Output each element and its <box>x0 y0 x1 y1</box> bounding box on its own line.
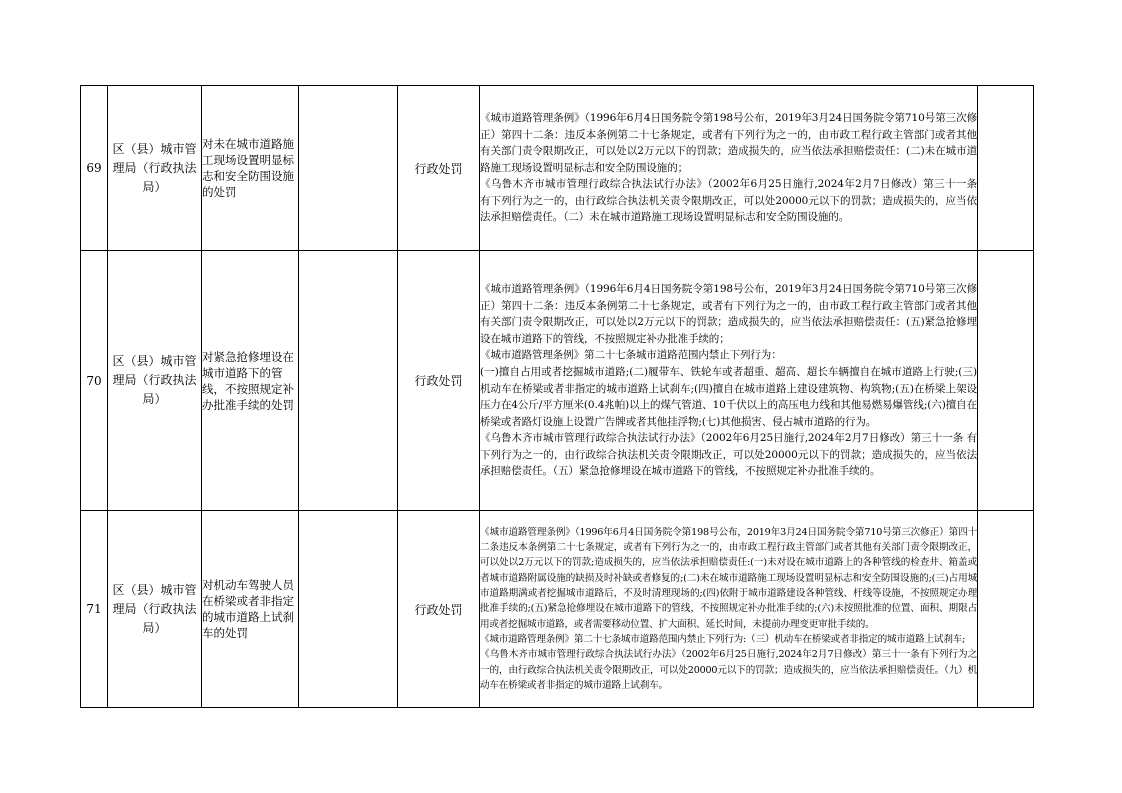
row-number: 71 <box>81 511 108 708</box>
legal-basis-paragraph: 《城市道路管理条例》第二十七条城市道路范围内禁止下列行为： <box>480 349 782 362</box>
legal-basis-paragraph: 《乌鲁木齐市城市管理行政综合执法试行办法》（2002年6月25日施行,2024年2月7日修改）第三十一条 有下列行为之一的，由行政综合执法机关责令限期改正，可以处20000元以下的罚款；造成损失的，应当依法承担赔偿责任。（五）紧急抢修埋设在城市道路下的管线，不按照规定补办批准手续的。 <box>480 432 977 478</box>
department-cell: 区（县）城市管理局（行政执法局） <box>108 251 202 511</box>
legal-basis-paragraph: 《城市道路管理条例》（1996年6月4日国务院令第198号公布，2019年3月24日国务院令第710号第三次修正）第四十二条：违反本条例第二十七条规定，或者有下列行为之一的，由市政工程行政主管部门或者其他有关部门责令限期改正，可以处以2万元以下的罚款；造成损失的，应当依法承担赔偿责任：(五)紧急抢修埋设在城市道路下的管线，不按照规定补办批准手续的； <box>480 282 977 345</box>
table-row <box>81 86 1034 251</box>
empty-cell <box>978 86 1034 251</box>
legal-basis-paragraph: 《城市道路管理条例》（1996年6月4日国务院令第198号公布，2019年3月24日国务院令第710号第三次修正）第四十二条：违反本条例第二十七条规定，或者有下列行为之一的，由市政工程行政主管部门或者其他有关部门责令限期改正，可以处以2万元以下的罚款；造成损失的，应当依法承担赔偿责任：(二)未在城市道路施工现场设置明显标志和安全防围设施的； <box>480 111 977 174</box>
legal-basis-paragraph: 《城市道路管理条例》第二十七条城市道路范围内禁止下列行为:（三）机动车在桥梁或者非指定的城市道路上试刹车; <box>480 633 966 645</box>
table-row <box>81 511 1034 708</box>
empty-cell <box>978 511 1034 708</box>
legal-basis-cell <box>480 86 988 251</box>
legal-basis-paragraph: 《城市道路管理条例》（1996年6月4日国务院令第198号公布，2019年3月24日国务院令第710号第三次修正）第四十二条违反本条例第二十七条规定，或者有下列行为之一的，由市政工程行政主管部门或者其他有关部门责令限期改正，可以处以2万元以下的罚款;造成损失的，应当依法承担赔偿责任:(一)未对设在城市道路上的各种管线的检查井、箱盖或者城市道路附属设施的缺损及时补缺或者修复的;(二)未在城市道路施工现场设置明显标志和安全防围设施的;(三)占用城市道路期满或者挖掘城市道路后，不及时清理现场的;(四)依附于城市道路建设各种管线、杆线等设施，不按照规定办理批准手续的;(五)紧急抢修埋设在城市道路下的管线，不按照规定补办批准手续的;(六)未按照批准的位置、面积、期限占用或者挖掘城市道路，或者需要移动位置、扩大面积、延长时间，未提前办理变更审批手续的。 <box>480 526 977 630</box>
item-name-cell: 对未在城市道路施工现场设置明显标志和安全防围设施的处罚 <box>202 86 299 251</box>
row-number: 70 <box>81 251 108 511</box>
empty-cell <box>299 86 398 251</box>
type-cell: 行政处罚 <box>398 251 480 511</box>
legal-basis-cell <box>480 511 978 708</box>
legal-basis-paragraph: (一)擅自占用或者挖掘城市道路;(二)履带车、铁轮车或者超重、超高、超长车辆擅自在城市道路上行驶;(三)机动车在桥梁或者非指定的城市道路上试刹车;(四)擅自在城市道路上建设建筑物、构筑物;(五)在桥梁上架设压力在4公斤/平方厘米(0.4兆帕)以上的煤气管道、10千伏以上的高压电力线和其他易燃易爆管线;(六)擅自在桥梁或者路灯设施上设置广告牌或者其他挂浮物;(七)其他损害、侵占城市道路的行为。 <box>480 365 977 428</box>
department-cell: 区（县）城市管理局（行政执法局） <box>108 511 202 708</box>
empty-cell <box>299 511 398 708</box>
table-row <box>81 251 1034 511</box>
empty-cell <box>978 251 1034 511</box>
legal-basis-paragraph: 《乌鲁木齐市城市管理行政综合执法试行办法》（2002年6月25日施行,2024年2月7日修改）第三十一条有下列行为之一的，由行政综合执法机关责令限期改正，可以处20000元以下的罚款；造成损失的，应当依法承担赔偿责任。（九）机动车在桥梁或者非指定的城市道路上试刹车。 <box>480 649 977 691</box>
item-name-cell: 对紧急抢修埋设在城市道路下的管线，不按照规定补办批准手续的处罚 <box>202 251 299 511</box>
item-name-cell: 对机动车驾驶人员在桥梁或者非指定的城市道路上试刹车的处罚 <box>202 511 299 708</box>
type-cell: 行政处罚 <box>398 86 480 251</box>
type-cell: 行政处罚 <box>398 511 480 708</box>
legal-basis-cell <box>480 251 978 511</box>
empty-cell <box>299 251 398 511</box>
legal-basis-paragraph: 《乌鲁木齐市城市管理行政综合执法试行办法》（2002年6月25日施行,2024年2月7日修改）第三十一条 有下列行为之一的，由行政综合执法机关责令限期改正，可以处20000元以下的罚款；造成损失的，应当依法承担赔偿责任。（二）未在城市道路施工现场设置明显标志和安全防围设施的。 <box>480 178 988 224</box>
department-cell: 区（县）城市管理局（行政执法局） <box>108 86 202 251</box>
regulation-table <box>80 85 1034 708</box>
row-number: 69 <box>81 86 108 251</box>
